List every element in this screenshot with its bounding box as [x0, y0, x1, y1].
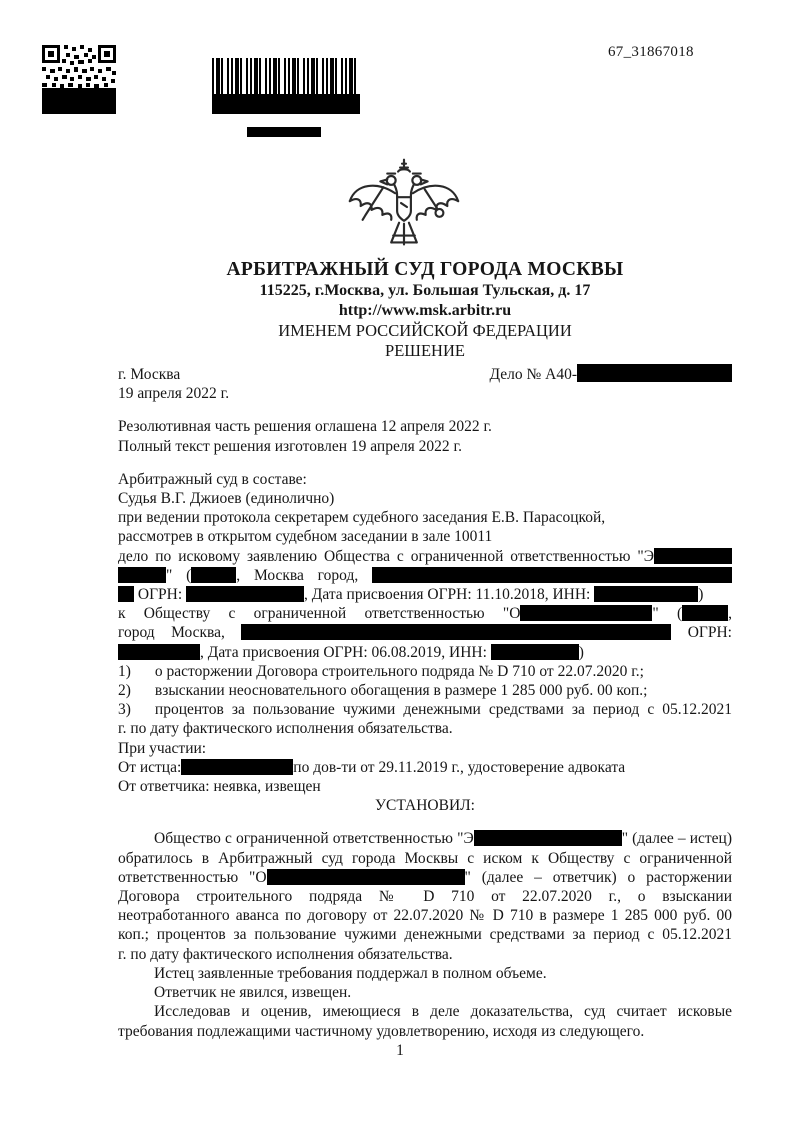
text-line — [118, 906, 732, 925]
text-line — [118, 777, 732, 796]
blank-line — [118, 403, 732, 417]
text-line — [118, 796, 732, 815]
redaction-bar — [520, 605, 652, 621]
text-line — [118, 700, 732, 719]
text-line — [118, 508, 732, 527]
redaction-bar — [186, 586, 304, 602]
text-segment: Общество с ограниченной ответственностью "Э — [154, 830, 474, 848]
text-segment: город Москва, — [118, 624, 242, 642]
text-segment: Судья В.Г. Джиоев (единолично) — [118, 490, 335, 508]
barcode-redaction-bar-small — [247, 127, 321, 137]
text-segment: г. по дату фактического исполнения обязательства. — [118, 720, 453, 738]
redaction-bar — [577, 364, 732, 382]
text-segment: о расторжении Договора строительного подряда № D 710 от 22.07.2020 г.; — [154, 662, 644, 680]
text-segment: Дело № А40- — [489, 366, 577, 383]
text-segment: " ( — [652, 605, 683, 623]
text-segment: Резолютивная часть решения оглашена 12 апреля 2022 г. — [118, 418, 492, 436]
text-segment: требования подлежащими частичному удовлетворению, исходя из следующего. — [118, 1022, 645, 1040]
text-segment: ) — [578, 643, 584, 661]
text-line — [118, 585, 732, 604]
barcode-redaction-bar — [212, 94, 360, 114]
text-segment: ОГРН: — [134, 586, 187, 604]
text-segment: , — [728, 605, 732, 623]
text-segment: " ( — [166, 566, 192, 584]
blank-line — [118, 456, 732, 470]
text-line — [118, 868, 732, 887]
text-segment: ответственностью "О — [118, 868, 267, 886]
letterhead — [118, 258, 732, 361]
text-segment: , Дата присвоения ОГРН: 06.08.2019, ИНН: — [200, 643, 491, 661]
text-segment: по дов-ти от 29.11.2019 г., удостоверение адвоката — [293, 758, 626, 776]
text-segment: взыскании неосновательного обогащения в размере 1 285 000 руб. 00 коп.; — [154, 682, 648, 700]
redaction-bar — [241, 624, 671, 640]
text-line — [118, 925, 732, 944]
text-segment: ОГРН: — [671, 624, 732, 642]
text-segment: ) — [698, 586, 704, 604]
text-line — [118, 945, 732, 964]
text-line — [118, 643, 732, 662]
text-line — [118, 527, 732, 546]
text-line — [118, 964, 732, 983]
text-line — [118, 829, 732, 848]
qr-code — [42, 45, 116, 114]
text-segment: процентов за пользование чужими денежными средствами за период с 05.12.2021 — [154, 701, 732, 719]
text-line — [118, 739, 732, 758]
text-segment: " (далее – истец) — [621, 830, 733, 848]
text-segment: " (далее – ответчик) о расторжении — [464, 868, 732, 886]
text-line — [118, 983, 732, 1002]
text-segment: Истец заявленные требования поддержал в полном объеме. — [154, 964, 547, 982]
text-line — [118, 662, 732, 681]
text-segment: обратилось в Арбитражный суд города Москвы с иском к Обществу с ограниченной — [118, 849, 732, 867]
court-name: АРБИТРАЖНЫЙ СУД ГОРОДА МОСКВЫ — [226, 259, 624, 280]
text-line — [118, 470, 732, 489]
redaction-bar — [191, 567, 236, 583]
document-type-title: РЕШЕНИЕ — [385, 341, 465, 360]
text-segment: 1) — [118, 662, 131, 680]
text-line — [118, 849, 732, 868]
redaction-bar — [267, 869, 465, 885]
redaction-bar — [682, 605, 728, 621]
text-segment: Ответчик не явился, извещен. — [154, 984, 352, 1002]
text-segment: г. по дату фактического исполнения обязательства. — [118, 945, 453, 963]
text-line — [118, 384, 732, 403]
text-segment: г. Москва — [118, 366, 181, 383]
text-segment: к Обществу с ограниченной ответственностью "О — [118, 605, 521, 623]
text-line — [118, 681, 732, 700]
text-line — [118, 623, 732, 642]
text-segment: Арбитражный суд в составе: — [118, 470, 307, 488]
redaction-bar — [491, 644, 579, 660]
text-line — [118, 417, 732, 436]
text-segment: , Москва город, — [236, 566, 372, 584]
text-segment: 3) — [118, 701, 131, 719]
text-segment: , Дата присвоения ОГРН: 11.10.2018, ИНН: — [304, 586, 595, 604]
text-segment: дело по исковому заявлению Общества с ограниченной ответственностью "Э — [118, 547, 654, 565]
text-segment: рассмотрев в открытом судебном заседании в зале 10011 — [118, 528, 493, 546]
text-segment: УСТАНОВИЛ: — [375, 797, 475, 815]
text-segment: От ответчика: неявка, извещен — [118, 778, 321, 796]
text-line — [118, 1002, 732, 1021]
text-segment: От истца: — [118, 758, 182, 776]
text-segment: Договора строительного подряда № D 710 от 22.07.2020 г., о взыскании — [118, 888, 732, 906]
text-line — [118, 361, 732, 384]
text-segment: 2) — [118, 682, 131, 700]
page-number: 1 — [396, 1042, 404, 1059]
redaction-bar — [118, 644, 200, 660]
redaction-bar — [118, 586, 134, 602]
russian-coat-of-arms-icon — [340, 156, 468, 258]
qr-redaction-bar — [42, 88, 116, 114]
text-line — [118, 437, 732, 456]
text-line — [118, 489, 732, 508]
text-line — [118, 547, 732, 566]
redaction-bar — [594, 586, 698, 602]
text-line — [118, 758, 732, 777]
text-line — [118, 719, 732, 738]
qr-code-pattern — [42, 45, 116, 89]
text-line — [118, 1022, 732, 1041]
text-segment: 19 апреля 2022 г. — [118, 385, 230, 403]
text-line — [118, 566, 732, 585]
barcode — [212, 58, 360, 95]
text-segment: При участии: — [118, 739, 207, 757]
text-segment: неотработанного аванса по договору от 22.07.2020 № D 710 в размере 1 285 000 руб. 00 — [118, 907, 732, 925]
text-segment: Исследовав и оценив, имеющиеся в деле доказательства, суд считает исковые — [154, 1003, 732, 1021]
text-line — [118, 604, 732, 623]
redaction-bar — [474, 830, 622, 846]
court-website: http://www.msk.arbitr.ru — [338, 302, 512, 319]
document-lines — [118, 361, 732, 1041]
redaction-bar — [181, 759, 293, 775]
redaction-bar — [118, 567, 166, 583]
court-address: 115225, г.Москва, ул. Большая Тульская, д. 17 — [259, 282, 591, 299]
text-segment: при ведении протокола секретарем судебного заседания Е.В. Парасоцкой, — [118, 509, 606, 527]
redaction-bar — [654, 548, 732, 564]
in-the-name-line: ИМЕНЕМ РОССИЙСКОЙ ФЕДЕРАЦИИ — [278, 321, 572, 340]
redaction-bar — [372, 567, 732, 583]
text-segment: Полный текст решения изготовлен 19 апреля 2022 г. — [118, 437, 462, 455]
document-number: 67_31867018 — [608, 44, 694, 60]
text-line — [118, 887, 732, 906]
text-segment: коп.; процентов за пользование чужими денежными средствами за период с 05.12.2021 — [118, 926, 732, 944]
blank-line — [118, 815, 732, 829]
